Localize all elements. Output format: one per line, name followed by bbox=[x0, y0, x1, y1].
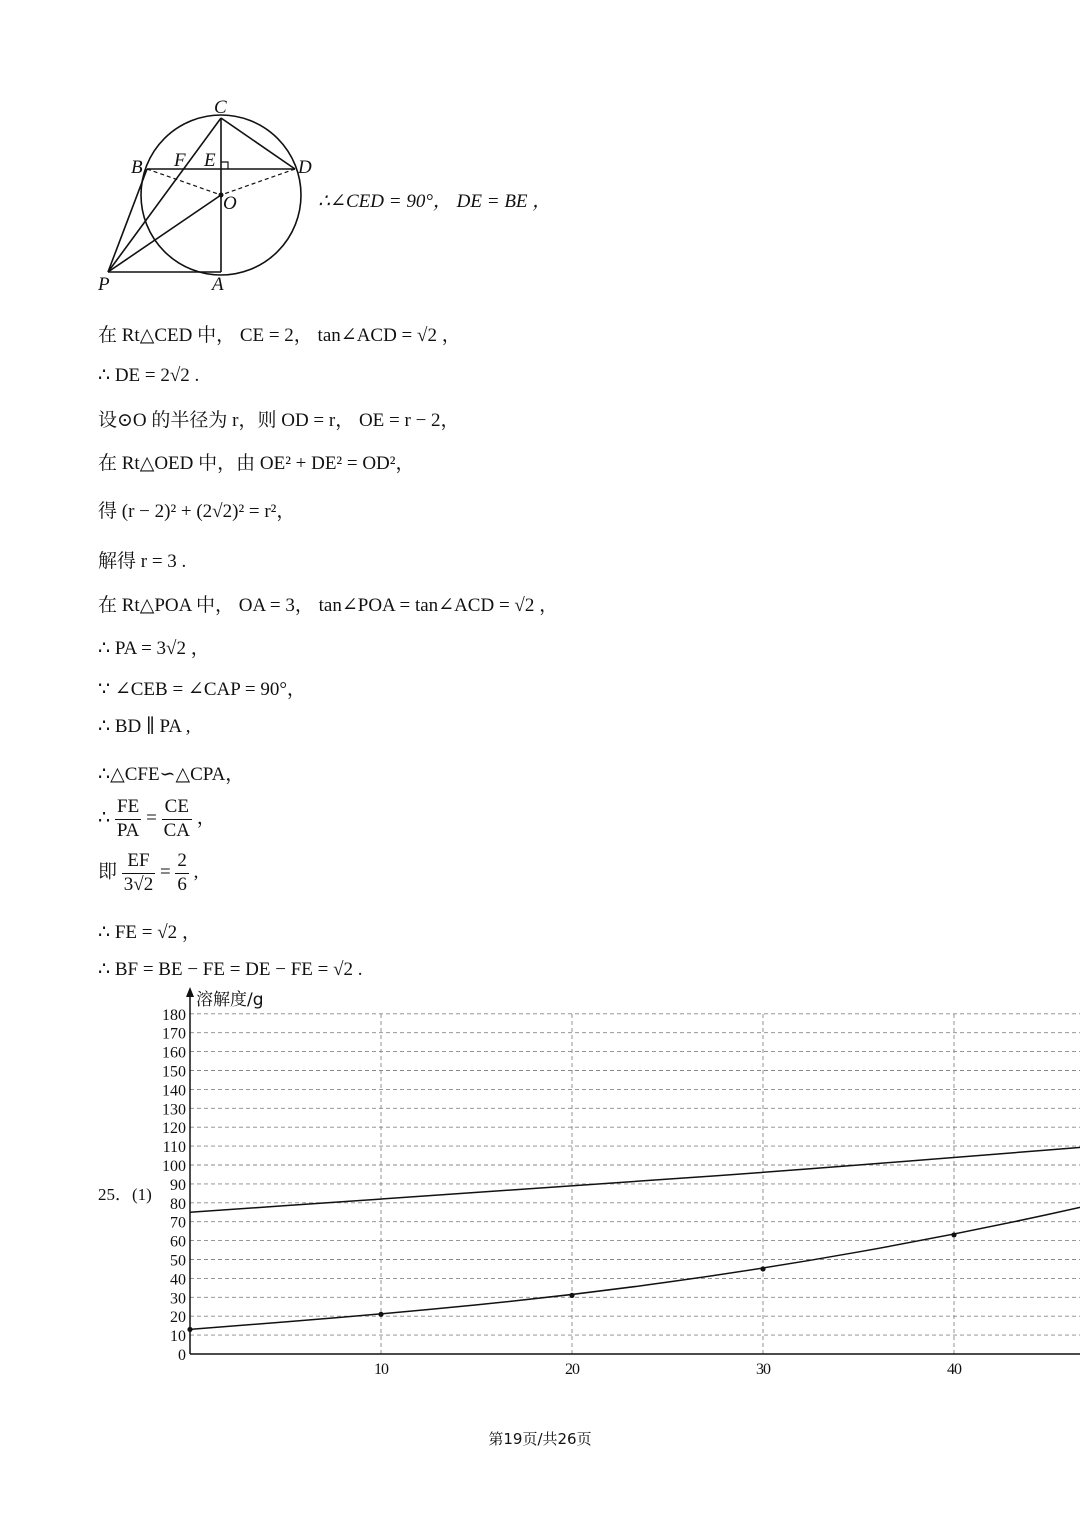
geometry-figure bbox=[90, 90, 320, 300]
y-tick-label: 0 bbox=[178, 1347, 186, 1364]
y-tick-label: 160 bbox=[162, 1044, 186, 1062]
label-o: O bbox=[223, 193, 237, 214]
line-bo bbox=[147, 169, 221, 195]
solubility-chart bbox=[150, 985, 961, 1385]
y-tick-label: 30 bbox=[170, 1290, 186, 1308]
y-tick-label: 150 bbox=[162, 1063, 186, 1081]
y-tick-label: 130 bbox=[162, 1101, 186, 1119]
y-tick-label: 90 bbox=[170, 1176, 186, 1194]
label-p: P bbox=[98, 274, 110, 295]
y-tick-label: 40 bbox=[170, 1271, 186, 1289]
label-e: E bbox=[204, 150, 216, 171]
data-point-jia bbox=[187, 1327, 192, 1332]
x-tick-label: 40 bbox=[947, 1361, 961, 1378]
y-tick-label: 80 bbox=[170, 1195, 186, 1213]
fraction-equation-2: 即 $\frac{EF}{3√2}$ = $\frac{2}{6}$ , bbox=[98, 850, 199, 895]
page-footer: 第19页/共26页 bbox=[488, 1430, 592, 1448]
solution-line-13: ∴ BF = BE − FE = DE − FE = √2 . bbox=[98, 959, 363, 980]
solution-line-4: 在 Rt△OED 中，由 OE² + DE² = OD²， bbox=[98, 453, 415, 474]
data-point-jia bbox=[378, 1312, 383, 1317]
y-tick-label: 60 bbox=[170, 1233, 186, 1251]
line-do bbox=[221, 169, 295, 195]
label-f: F bbox=[174, 150, 186, 171]
solution-line-5: 得 (r − 2)² + (2√2)² = r²， bbox=[98, 501, 296, 522]
line-pc bbox=[108, 118, 221, 272]
right-angle-mark bbox=[221, 162, 228, 169]
y-tick-label: 170 bbox=[162, 1025, 186, 1043]
x-tick-label: 20 bbox=[565, 1361, 579, 1378]
y-tick-label: 140 bbox=[162, 1082, 186, 1100]
y-axis-arrow bbox=[186, 987, 194, 997]
data-point-jia bbox=[951, 1232, 956, 1237]
x-tick-label: 30 bbox=[756, 1361, 770, 1378]
y-tick-label: 100 bbox=[162, 1158, 186, 1175]
x-tick-label: 10 bbox=[374, 1361, 388, 1378]
geometry-note: ∴∠CED = 90°， DE = BE ， bbox=[318, 191, 552, 212]
solution-line-10: ∴ BD ∥ PA , bbox=[98, 716, 191, 737]
label-c: C bbox=[214, 97, 227, 118]
y-tick-label: 70 bbox=[170, 1214, 186, 1232]
y-axis-label: 溶解度/g bbox=[196, 990, 264, 1010]
solution-line-6: 解得 r = 3 . bbox=[98, 551, 187, 572]
solution-line-11: ∴△CFE∽△CPA， bbox=[98, 764, 245, 785]
label-b: B bbox=[131, 157, 143, 178]
y-tick-label: 20 bbox=[170, 1309, 186, 1327]
data-point-jia bbox=[760, 1266, 765, 1271]
solution-line-2: ∴ DE = 2√2 . bbox=[98, 365, 200, 386]
line-po bbox=[108, 195, 221, 272]
solution-line-7: 在 Rt△POA 中， OA = 3， tan∠POA = tan∠ACD = √2 ， bbox=[98, 595, 559, 616]
solution-line-12: ∴ FE = √2 ， bbox=[98, 922, 201, 943]
y-tick-label: 180 bbox=[162, 1006, 186, 1024]
y-tick-label: 120 bbox=[162, 1120, 186, 1138]
solution-line-8: ∴ PA = 3√2 ， bbox=[98, 638, 210, 659]
data-point-jia bbox=[569, 1293, 574, 1298]
fraction-equation-1: ∴ $\frac{FE}{PA}$ = $\frac{CE}{CA}$ ， bbox=[98, 796, 216, 841]
y-tick-label: 50 bbox=[170, 1252, 186, 1270]
y-tick-label: 110 bbox=[162, 1139, 186, 1157]
question-label: 25．(1) bbox=[98, 1185, 152, 1204]
line-pb bbox=[108, 169, 147, 272]
solution-line-1: 在 Rt△CED 中， CE = 2， tan∠ACD = √2 ， bbox=[98, 325, 461, 346]
y-tick-label: 10 bbox=[170, 1328, 186, 1346]
solution-line-9: ∵ ∠CEB = ∠CAP = 90°， bbox=[98, 679, 306, 700]
line-cd bbox=[221, 118, 295, 169]
solution-line-3: 设⊙O 的半径为 r，则 OD = r， OE = r − 2， bbox=[98, 410, 460, 431]
label-d: D bbox=[298, 157, 312, 178]
label-a: A bbox=[212, 274, 224, 295]
